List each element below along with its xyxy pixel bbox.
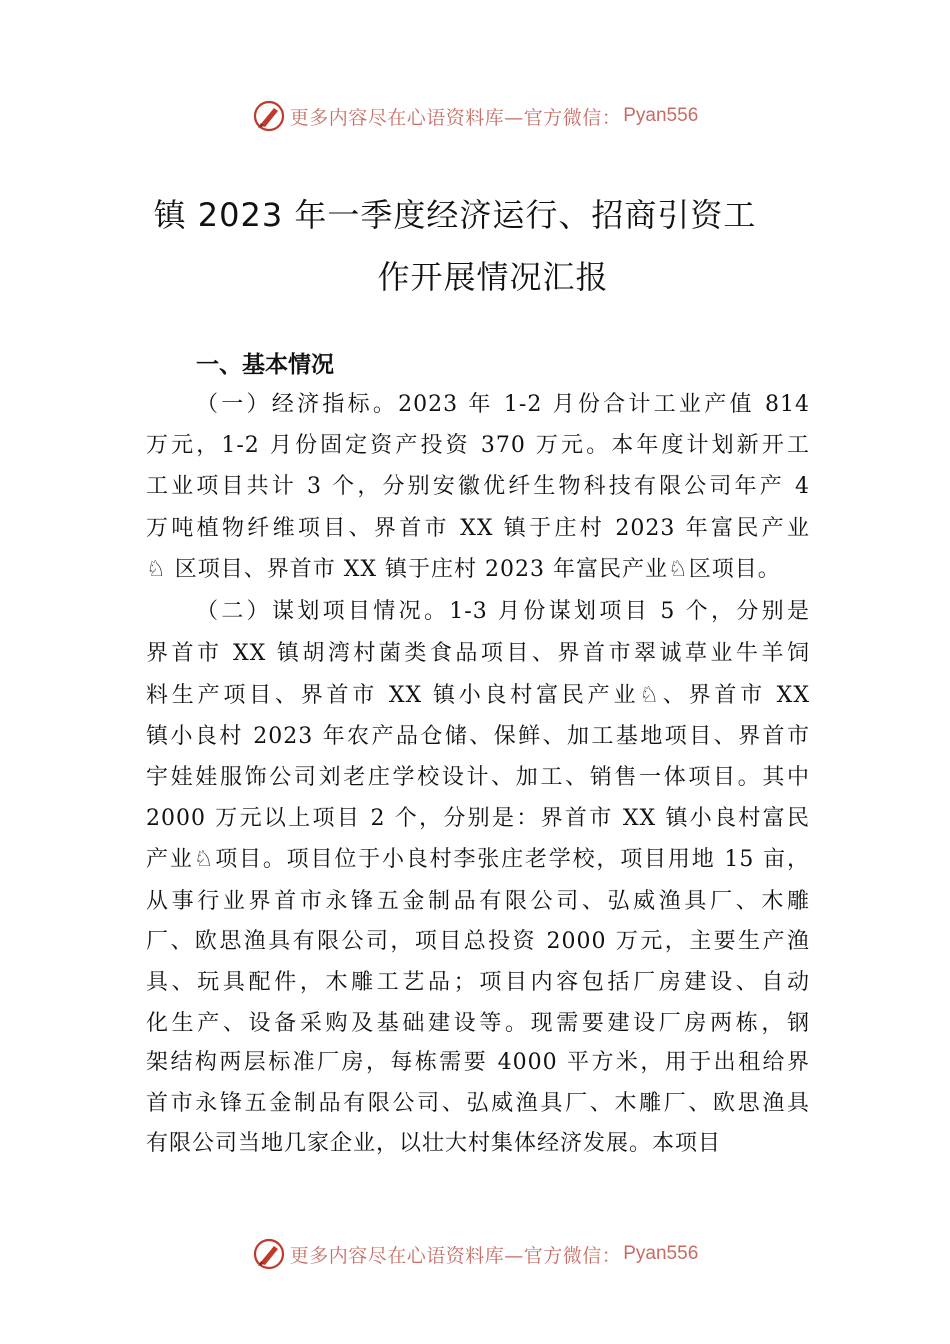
- document-title-line-1: 镇 2023 年一季度经济运行、招商引资工: [153, 196, 757, 234]
- banner-text: 更多内容尽在心语资料库—官方微信：: [289, 1244, 622, 1267]
- body-line: 具、玩具配件，木雕工艺品；项目内容包括厂房建设、自动: [146, 970, 810, 995]
- body-line: 架结构两层标准厂房，每栋需要 4000 平方米，用于出租给界: [146, 1050, 810, 1075]
- footer-banner: [0, 1234, 950, 1274]
- body-line: 料生产项目、界首市 XX 镇小良村富民产业♘、界首市 XX: [146, 683, 810, 708]
- body-line: 工业项目共计 3 个，分别安徽优纤生物科技有限公司年产 4: [146, 474, 810, 499]
- body-line: 宇娃娃服饰公司刘老庄学校设计、加工、销售一体项目。其中: [146, 765, 810, 790]
- header-banner: [0, 96, 950, 136]
- body-line: 万吨植物纤维项目、界首市 XX 镇于庄村 2023 年富民产业: [146, 516, 810, 541]
- body-line: 镇小良村 2023 年农产品仓储、保鲜、加工基地项目、界首市: [146, 724, 810, 749]
- body-line: ♘ 区项目、界首市 XX 镇于庄村 2023 年富民产业♘区项目。: [146, 557, 781, 582]
- body-line: 界首市 XX 镇胡湾村菌类食品项目、界首市翠诚草业牛羊饲: [146, 641, 810, 666]
- body-line: 从事行业界首市永锋五金制品有限公司、弘威渔具厂、木雕: [146, 889, 810, 914]
- body-line: 2000 万元以上项目 2 个，分别是：界首市 XX 镇小良村富民: [146, 806, 810, 831]
- pen-logo-icon: [252, 1237, 286, 1271]
- body-line: 产业♘项目。项目位于小良村李张庄老学校，项目用地 15 亩，: [146, 847, 810, 872]
- banner-text: 更多内容尽在心语资料库—官方微信：: [289, 106, 622, 129]
- pen-logo-icon: [252, 99, 286, 133]
- banner-wechat-id: Pyan556: [623, 105, 699, 126]
- body-line: 化生产、设备采购及基础建设等。现需要建设厂房两栋，钢: [146, 1011, 810, 1036]
- body-line: 万元，1-2 月份固定资产投资 370 万元。本年度计划新开工: [146, 433, 810, 458]
- body-line: 厂、欧思渔具有限公司，项目总投资 2000 万元，主要生产渔: [146, 929, 810, 954]
- body-line: 首市永锋五金制品有限公司、弘威渔具厂、木雕厂、欧思渔具: [146, 1091, 810, 1116]
- document-title-line-2: 作开展情况汇报: [377, 258, 609, 296]
- body-line: （二）谋划项目情况。1-3 月份谋划项目 5 个，分别是: [196, 599, 810, 624]
- body-line: 有限公司当地几家企业，以壮大村集体经济发展。本项目: [146, 1131, 722, 1156]
- section-heading: 一、基本情况: [196, 352, 334, 378]
- banner-wechat-id: Pyan556: [623, 1243, 699, 1264]
- body-line: （一）经济指标。2023 年 1-2 月份合计工业产值 814: [196, 392, 810, 417]
